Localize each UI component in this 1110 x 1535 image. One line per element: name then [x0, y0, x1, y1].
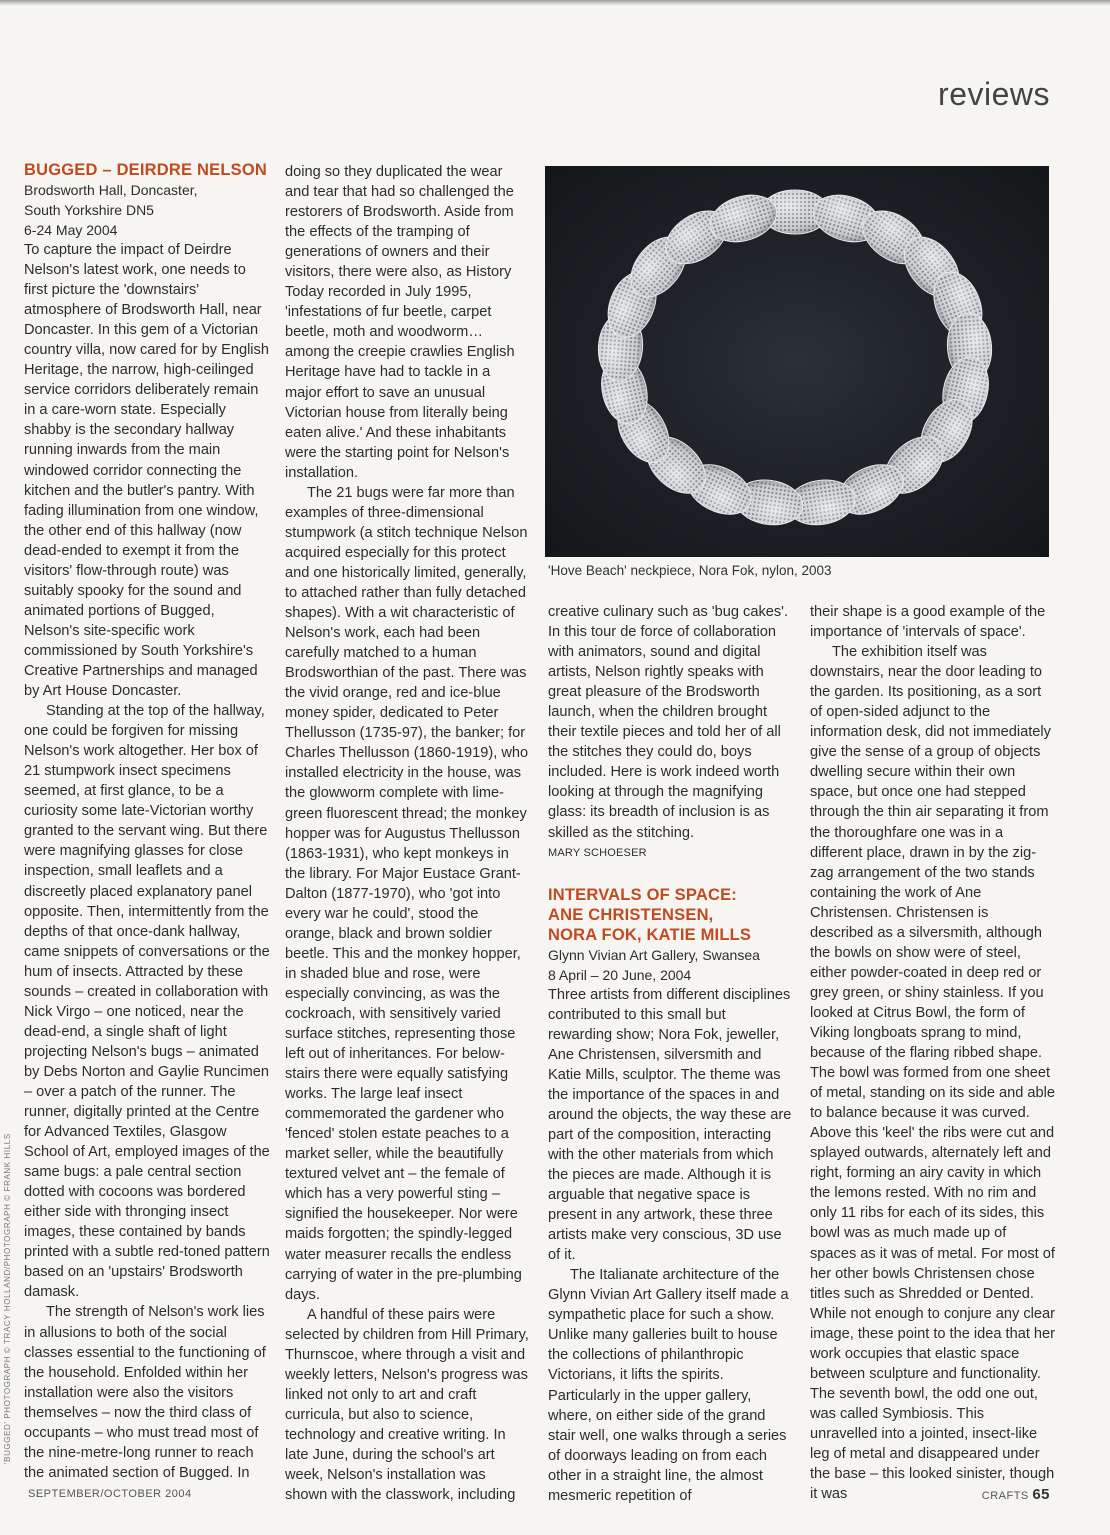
- paragraph: The Italianate architecture of the Glynn Vivian Art Gallery itself made a sympathetic place for such a show. Unlike many galleries built to house the collections of philanthropic Victorians, it lifts the spirits. Particularly in the upper gallery, where, on either side of the grand stair well, one walks through a series of doorways leading on from each other in a straight line, the almost mesmeric repetition of: [548, 1267, 789, 1504]
- paragraph: To capture the impact of Deirdre Nelson's latest work, one needs to first picture the 'downstairs' atmosphere of Brodsworth Hall, near Doncaster. In this gem of a Victorian country villa, now cared for by English Heritage, the narrow, high-ceilinged service corridors deliberately remain in a care-worn state. Especially shabby is the secondary hallway running inwards from the main windowed corridor connecting the kitchen and the butler's pantry. With fading illumination from one window, the other end of this hallway (now dead-ended to exempt it from the visitors' flow-through route) was suitably spooky for the sound and animated portions of Bugged, Nelson's site-specific work commissioned by South Yorkshire's Creative Partnerships and managed by Art House Doncaster.: [24, 242, 269, 700]
- review-dates: 6-24 May 2004: [24, 222, 118, 238]
- review-venue: Brodsworth Hall, Doncaster,: [24, 182, 198, 198]
- magazine-name: CRAFTS: [981, 1490, 1029, 1502]
- headline-line: INTERVALS OF SPACE:: [548, 885, 737, 904]
- paragraph: The strength of Nelson's work lies in allusions to both of the social classes essential to the functioning of the household. Enfolded within her installation were also the visitors themselves – now the third class of occupants – who must tread most of the nine-metre-long runner to reach the animated section of Bugged. In: [24, 1304, 266, 1481]
- section-title: reviews: [938, 76, 1050, 112]
- review-dates: 8 April – 20 June, 2004: [548, 966, 692, 983]
- paragraph: The exhibition itself was downstairs, near the door leading to the garden. Its positioning, as a sort of open-sided adjunct to the information desk, did not immediately give the sense of a group of objects dwelling secure within their own space, but once one had stepped through the thin air separating it from the thoroughfare one was in a different place, drawn in by the zig-zag arrangement of the two stands containing the work of Ane Christensen. Christensen is described as a silversmith, although the bowls on show were of steel, either powder-coated in deep red or grey green, or shiny stainless. If you looked at Citrus Bowl, the form of Viking longboats sprang to mind, because of the flaring ribbed shape. The bowl was formed from one sheet of metal, standing on its side and able to balance because it was curved. Above this 'keel' the ribs were cut and splayed outwards, alternately left and right, forming an airy cavity in which the lemons rested. With no rim and only 11 ribs for each of its sides, this bowl was as much made up of spaces as it was of metal. For most of her other bowls Christensen chose titles such as Shredded or Dented. While not enough to conjure any clear image, these point to the idea that her work occupies that elastic space between sculpture and functionality. The seventh bowl, the odd one out, was called Symbiosis. This unravelled into a jointed, insect-like leg of metal and disappeared under the base – this looked sinister, though it was: [810, 644, 1056, 1503]
- top-rule: [0, 0, 1110, 6]
- paragraph: Three artists from different disciplines contributed to this small but rewarding show; Nora Fok, jeweller, Ane Christensen, silversmith and Katie Mills, sculptor. The theme was the importance of the spaces in and around the objects, the way these are part of the composition, interacting with the other materials from which the pieces are made. Although it is arguable that negative space is present in any artwork, these three artists make very conscious, 3D use of it.: [548, 986, 792, 1264]
- review-headline: BUGGED – DEIRDRE NELSON: [24, 161, 267, 179]
- column-1: [24, 160, 270, 1483]
- neckpiece-illustration: [545, 166, 1049, 557]
- photo-caption: 'Hove Beach' neckpiece, Nora Fok, nylon, 2003: [548, 563, 832, 578]
- review-region: South Yorkshire DN5: [24, 202, 154, 218]
- footer-date: SEPTEMBER/OCTOBER 2004: [28, 1488, 192, 1500]
- paragraph: doing so they duplicated the wear and tear that had so challenged the restorers of Brodsworth. Aside from the effects of the tramping of generations of owners and their visitors, there were also, as History Today recorded in July 1995, 'infestations of fur beetle, carpet beetle, moth and woodworm… among the creepie crawlies English Heritage have had to tackle in a major effort to save an unusual Victorian house from literally being eaten alive.' And these inhabitants were the starting point for Nelson's installation.: [285, 164, 515, 481]
- page-number: 65: [1032, 1486, 1050, 1503]
- review-venue: Glynn Vivian Art Gallery, Swansea: [548, 946, 760, 963]
- footer-folio: [982, 1486, 1050, 1503]
- headline-line: NORA FOK, KATIE MILLS: [548, 925, 752, 944]
- paragraph: A handful of these pairs were selected by children from Hill Primary, Thurnscoe, where through a visit and weekly letters, Nelson's progress was linked not only to art and craft curricula, but also to science, technology and creative writing. In late June, during the school's art week, Nelson's installation was shown with the classwork, including: [285, 1306, 529, 1504]
- paragraph: The 21 bugs were far more than examples of three-dimensional stumpwork (a stitch technique Nelson acquired especially for this protect and one historically limited, generally, to attached rather than fully detached shapes). With a wit characteristic of Nelson's work, each had been carefully matched to a human Brodsworthian of the past. There was the vivid orange, red and ice-blue money spider, dedicated to Peter Thellusson (1735-97), the banker; for Charles Thellusson (1860-1919), who installed electricity in the house, was the glowworm complete with lime-green fluorescent thread; the monkey hopper was for Augustus Thellusson (1863-1931), who kept monkeys in the library. For Major Eustace Grant-Dalton (1877-1970), who 'got into every war he could', stood the orange, black and brown soldier beetle. This and the monkey hopper, in shaded blue and rose, were especially convincing, as was the cockroach, with sensitively varied surface stitches, representing those left out of inheritances. For below-stairs there were equally satisfying works. The large leaf insect commemorated the gardener who 'fenced' stolen estate peaches to a market seller, while the beautifully textured velvet ant – the female of which has a very powerful sting – signified the housekeeper. Nor were maids forgotten; the spindly-legged water measurer recalls the endless carrying of water in the pre-plumbing days.: [285, 484, 529, 1303]
- paragraph: their shape is a good example of the importance of 'intervals of space'.: [810, 604, 1046, 641]
- column-3: [548, 602, 793, 1506]
- neckpiece-photo: [545, 166, 1049, 557]
- review-headline: [548, 885, 793, 945]
- review-author: MARY SCHOESER: [548, 846, 647, 859]
- headline-line: ANE CHRISTENSEN,: [548, 905, 714, 924]
- photo-credit: 'BUGGED' PHOTOGRAPH © TRACY HOLLAND/PHOTOGRAPH © FRANK HILLS: [3, 1133, 12, 1464]
- paragraph: Standing at the top of the hallway, one could be forgiven for missing Nelson's work altogether. Her box of 21 stumpwork insect specimens seemed, at first glance, to be a curiosity some late-Victorian worthy granted to the servant wing. But there were magnifying glasses for close inspection, small leaflets and a discreetly placed explanatory panel opposite. Then, intermittently from the depths of that once-dank hallway, came snippets of conversations or the hum of insects. Attracted by these sounds – created in collaboration with Nick Virgo – one noticed, near the dead-end, a single shaft of light projecting Nelson's bugs – animated by Debs Norton and Gaylie Runcimen – over a patch of the runner. The runner, digitally printed at the Centre for Advanced Textiles, Glasgow School of Art, employed images of the same bugs: a pale central section dotted with cocoons was bordered either side with thronging insect images, these contained by bands printed with a subtle red-toned pattern based on an 'upstairs' Brodsworth damask.: [24, 703, 270, 1301]
- column-2: [285, 162, 530, 1505]
- column-4: [810, 602, 1055, 1504]
- paragraph: creative culinary such as 'bug cakes'. In this tour de force of collaboration with animators, sound and digital artists, Nelson rightly speaks with great pleasure of the Brodsworth launch, when the children brought their textile pieces and told her of all the stitches they could do, boys included. Here is work indeed worth looking at through the magnifying glass: its breadth of inclusion is as skilled as the stitching.: [548, 604, 788, 841]
